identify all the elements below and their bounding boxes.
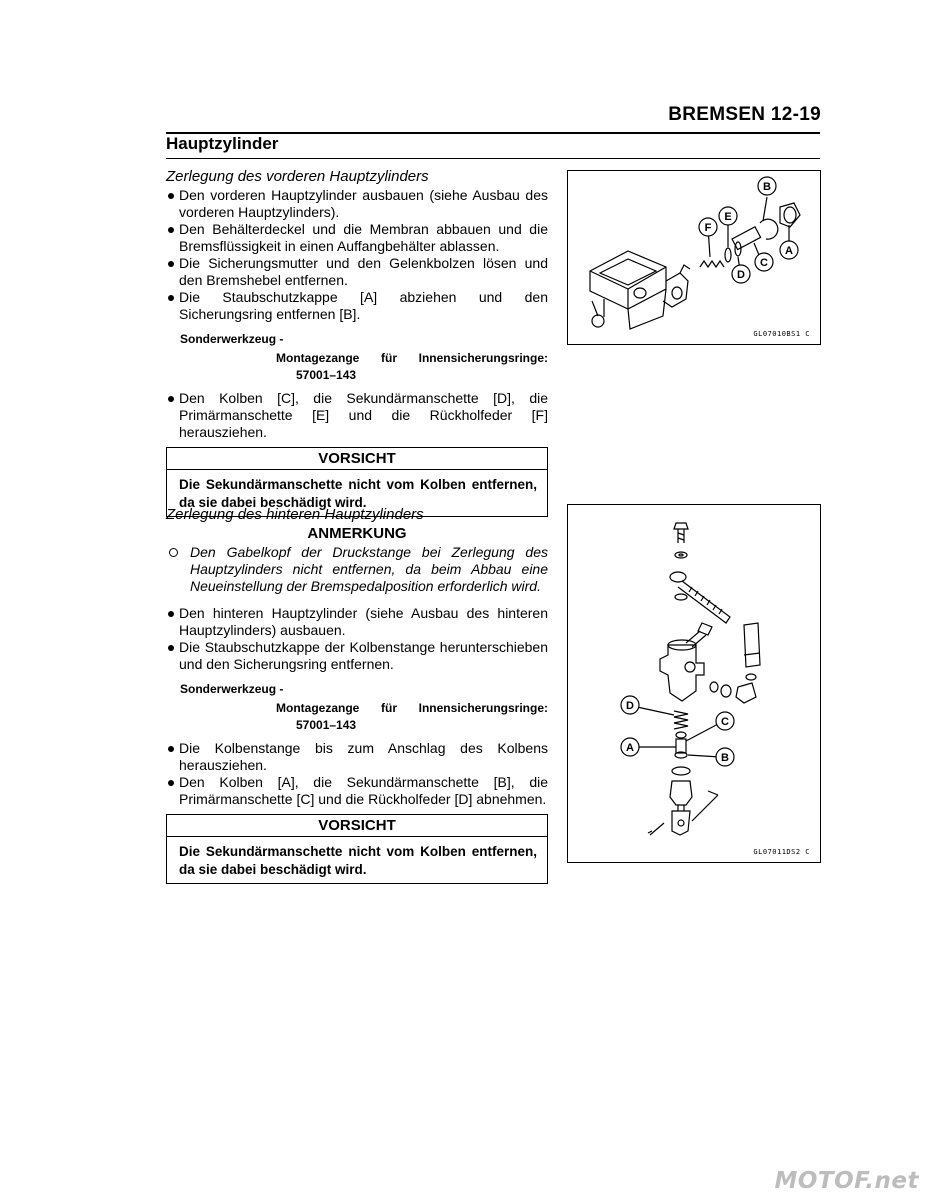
front-step-5: Den Kolben [C], die Sekundärmanschette [D], die Primärmanschette [E] und die Rückholfeder [F] herausziehen. <box>166 390 548 441</box>
washer-1 <box>675 552 687 558</box>
rear-caution-box <box>166 814 548 884</box>
dust-cover-opening <box>784 207 796 223</box>
primary-cup <box>725 248 731 262</box>
return-spring <box>700 261 724 267</box>
banjo-fitting <box>670 572 686 582</box>
front-step-2: Den Behälterdeckel und die Membran abbauen und die Bremsflüssigkeit in einen Auffangbehälter ablassen. <box>166 221 548 255</box>
tube-band <box>744 653 760 655</box>
circlip <box>672 767 690 775</box>
cylinder-housing <box>628 289 666 329</box>
front-caution-title: VORSICHT <box>167 448 547 470</box>
section-title: Hauptzylinder <box>166 134 279 153</box>
rear-disassembly-section <box>166 506 548 884</box>
clevis <box>672 811 690 835</box>
rear-step-4: Den Kolben [A], die Sekundärmanschette [B], die Primärmanschette [C] und die Rückholfeder [D] abnehmen. <box>166 774 548 808</box>
cylinder-port <box>685 662 695 672</box>
bracket-tab <box>680 265 690 273</box>
rear-step-3: Die Kolbenstange bis zum Anschlag des Kolbens herausziehen. <box>166 740 548 774</box>
callout-e: E <box>724 211 732 223</box>
washer-2 <box>675 594 687 600</box>
port-lines <box>592 299 604 317</box>
page-header-title: BREMSEN 12-19 <box>668 104 821 125</box>
leader-lines <box>708 197 789 277</box>
front-cylinder-diagram <box>568 171 820 344</box>
figure1-code: GL07010BS1 C <box>753 330 810 338</box>
reservoir-tube <box>744 623 760 667</box>
front-master-cylinder-figure <box>567 170 821 345</box>
figure2-code: GL07011DS2 C <box>753 848 810 856</box>
rear-note-title: ANMERKUNG <box>307 525 407 542</box>
mount-bolt-head <box>698 623 712 635</box>
front-subtitle: Zerlegung des vorderen Hauptzylinders <box>166 168 429 185</box>
front-step-3: Die Sicherungsmutter und den Gelenkbolzen lösen und den Bremshebel entfernen. <box>166 255 548 289</box>
cylinder-body <box>660 645 704 701</box>
banjo-bolt-head <box>674 523 688 529</box>
callout-c: C <box>721 716 729 728</box>
small-washer <box>746 674 756 680</box>
callout-f: F <box>704 222 712 234</box>
hose <box>678 581 730 623</box>
rear-tool-number: 57001–143 <box>296 718 357 732</box>
rear-step-1: Den hinteren Hauptzylinder (siehe Ausbau des hinteren Hauptzylinders) ausbauen. <box>166 605 548 639</box>
lever-bracket <box>663 273 688 307</box>
rear-caution-title: VORSICHT <box>167 815 547 837</box>
bracket-hole <box>672 287 682 299</box>
rear-subtitle: Zerlegung des hinteren Hauptzylinders <box>166 506 424 523</box>
front-tool-heading: Sonderwerkzeug - <box>180 332 284 346</box>
clevis-hole <box>678 820 684 826</box>
callout-d: D <box>626 700 634 712</box>
banjo-port <box>592 315 604 327</box>
rear-master-cylinder-figure <box>567 504 821 863</box>
callout-d: D <box>737 269 745 281</box>
hose-ribs <box>689 587 722 614</box>
callout-c: C <box>760 257 768 269</box>
section-rule <box>166 158 820 159</box>
callout-a: A <box>626 742 634 754</box>
banjo-bolt-thread <box>678 529 684 543</box>
rear-step-2: Die Staubschutzkappe der Kolbenstange herunterschieben und den Sicherungsring entfernen. <box>166 639 548 673</box>
circlip <box>760 219 778 239</box>
reservoir-opening <box>600 259 656 285</box>
clevis-pin <box>692 791 718 821</box>
dust-boot <box>670 781 692 805</box>
oring-1 <box>721 685 731 697</box>
washer-1-hole <box>679 554 683 556</box>
rear-cylinder-diagram <box>568 505 820 862</box>
oring-2 <box>710 682 718 692</box>
rear-caution-text: Die Sekundärmanschette nicht vom Kolben entfernen, da sie dabei beschädigt wird. <box>179 844 537 877</box>
front-tool-name: Montagezange für Innensicherungsringe: <box>276 351 548 365</box>
elbow-fitting <box>736 683 756 703</box>
front-disassembly-section <box>166 168 548 517</box>
callout-b: B <box>721 752 729 764</box>
piston <box>676 739 686 753</box>
front-step-1: Den vorderen Hauptzylinder ausbauen (siehe Ausbau des vorderen Hauptzylinders). <box>166 187 548 221</box>
watermark-logo: MOTOF.net <box>774 1168 919 1194</box>
bore-hole <box>634 288 646 298</box>
front-caution-text: Die Sekundärmanschette nicht vom Kolben entfernen, da sie dabei beschädigt wird. <box>179 477 537 510</box>
callout-b: B <box>763 181 771 193</box>
rear-tool-heading: Sonderwerkzeug - <box>180 682 284 696</box>
piston <box>732 227 761 250</box>
push-rod <box>678 805 684 811</box>
rear-tool-name: Montagezange für Innensicherungsringe: <box>276 701 548 715</box>
return-spring <box>674 711 688 729</box>
cotter-pin <box>648 823 664 835</box>
front-tool-number: 57001–143 <box>296 368 357 382</box>
callout-a: A <box>785 245 793 257</box>
rear-note-text: Den Gabelkopf der Druckstange bei Zerlegung des Hauptzylinders nicht entfernen, da beim Abbau eine Neueinstellung der Bremspedalposition erforderlich wird. <box>166 544 548 595</box>
front-step-4: Die Staubschutzkappe [A] abziehen und den Sicherungsring entfernen [B]. <box>166 289 548 323</box>
primary-cup <box>676 732 686 738</box>
